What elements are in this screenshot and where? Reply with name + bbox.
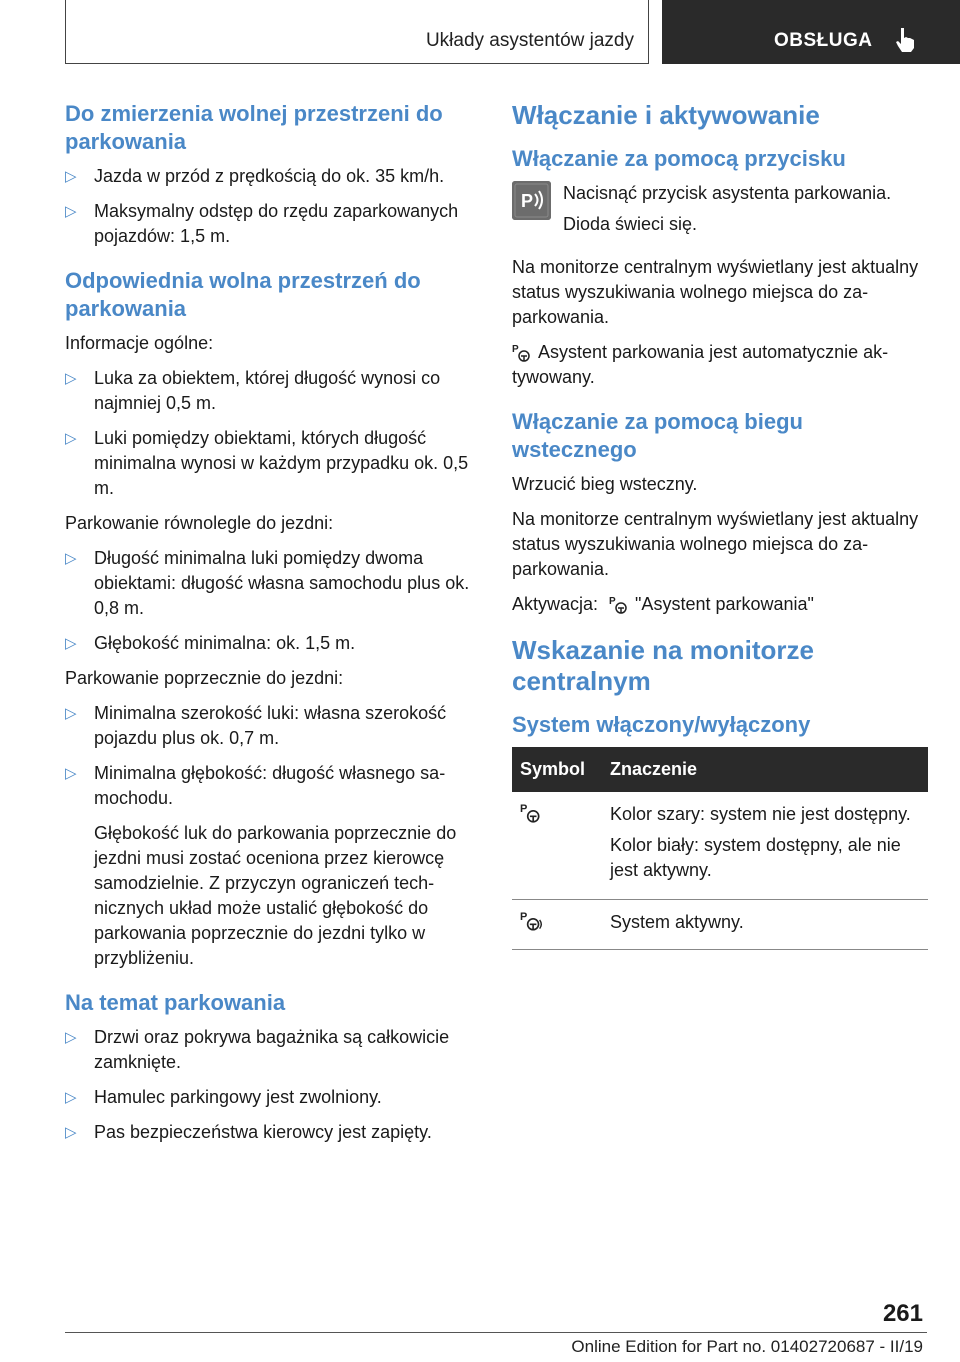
list-item: ▷ Głębokość minimalna: ok. 1,5 m.	[65, 631, 480, 656]
triangle-bullet-icon: ▷	[65, 430, 77, 447]
list-item: ▷ Jazda w przód z prędkością do ok. 35 km/h.	[65, 164, 480, 189]
meaning-white: Kolor biały: system dostępny, ale nie jest aktywny.	[610, 835, 901, 880]
svg-text:P: P	[521, 191, 534, 211]
paragraph-activation: Aktywacja: P "Asystent parkowania"	[512, 594, 814, 614]
table-header-symbol: Symbol	[512, 747, 602, 792]
triangle-bullet-icon: ▷	[65, 705, 77, 722]
header-section-box	[65, 0, 649, 64]
symbol-table	[512, 747, 928, 950]
perpendicular-label: Parkowanie poprzecznie do jezdni:	[65, 668, 344, 688]
paragraph-reverse: Wrzucić bieg wsteczny.	[512, 474, 698, 494]
triangle-bullet-icon: ▷	[65, 168, 77, 185]
perpendicular-note: Głębokość luk do parkowania poprzecznie do jezdni musi zostać oceniona przez kierowcę samodzielnie. Z przyczyn ograniczeń technicznych układ może ustalić głębokość do parkowania poprzecznie do jezdni tylko w przybliżeniu.	[94, 823, 457, 968]
page-number: 261	[882, 1300, 923, 1327]
list-item: ▷ Maksymalny odstęp do rzędu zaparkowanych pojazdów: 1,5 m.	[65, 201, 459, 246]
table-header-meaning: Znaczenie	[602, 747, 928, 792]
hand-pointer-icon	[893, 26, 919, 54]
triangle-bullet-icon: ▷	[65, 203, 77, 220]
edition-note: Online Edition for Part no. 01402720687 - II/19	[571, 1337, 923, 1356]
parking-assistant-active-icon	[520, 910, 544, 932]
heading-parking: Na temat parkowania	[65, 990, 286, 1015]
list-item: ▷ Luka za obiektem, której długość wynosi co najmniej 0,5 m.	[65, 368, 441, 413]
list-measure	[65, 164, 480, 249]
parallel-label: Parkowanie równolegle do jezdni:	[65, 513, 334, 533]
svg-text:P: P	[609, 596, 616, 608]
list-item: ▷ Hamulec parkingowy jest zwolniony.	[65, 1085, 480, 1110]
heading-space: Odpowiednia wolna przestrzeń do parkowania	[65, 268, 421, 321]
button-instruction-1: Nacisnąć przycisk asystenta parkowania.	[563, 183, 892, 203]
footer-divider	[65, 1332, 927, 1333]
heading-monitor: Wskazanie na monitorze centralnym	[512, 635, 814, 696]
table-row	[512, 792, 928, 900]
list-parallel	[65, 546, 480, 656]
list-item: ▷ Pas bezpieczeństwa kierowcy jest zapięty.	[65, 1120, 480, 1145]
meaning-grey: Kolor szary: system nie jest dostępny.	[610, 804, 911, 824]
svg-text:P: P	[520, 910, 528, 923]
right-column	[512, 100, 930, 950]
list-perpendicular	[65, 701, 480, 971]
list-general	[65, 366, 480, 501]
list-item: ▷ Luki pomiędzy obiektami, których długość minimalna wynosi w każdym przypadku ok. 0,5 m.	[65, 428, 469, 498]
general-info-label: Informacje ogólne:	[65, 333, 214, 353]
heading-system-onoff: System włączony/wyłączony	[512, 712, 811, 737]
button-instruction	[512, 181, 930, 243]
list-item: ▷ Minimalna szerokość luki: własna szerokość pojazdu plus ok. 0,7 m.	[65, 703, 447, 748]
list-item: ▷ Minimalna głębokość: długość własnego samochodu. Głębokość luk do parkowania poprzecznie do jezdni musi zostać oceniona przez kierowcę samodzielnie. Z przyczyn ograniczeń technicznych układ może ustalić głębokość do parkowania poprzecznie do jezdni tylko w przybliżeniu.	[65, 761, 480, 971]
svg-text:P: P	[520, 802, 528, 815]
svg-text:P: P	[512, 344, 519, 356]
parking-assistant-icon	[520, 802, 542, 824]
triangle-bullet-icon: ▷	[65, 765, 77, 782]
button-instruction-2: Dioda świeci się.	[563, 214, 698, 234]
left-column	[65, 100, 480, 1155]
parking-assistant-button-icon	[512, 181, 551, 220]
section-title: Układy asystentów jazdy	[425, 30, 634, 51]
triangle-bullet-icon: ▷	[65, 1029, 77, 1046]
paragraph-status-2: Na monitorze centralnym wyświetlany jest aktualny status wyszukiwania wolnego miejsca do zaparkowania.	[512, 509, 919, 579]
list-item: ▷ Długość minimalna luki pomiędzy dwoma obiektami: długość własna samochodu plus ok. 0,8 m.	[65, 548, 470, 618]
table-row	[512, 900, 928, 950]
triangle-bullet-icon: ▷	[65, 1124, 77, 1141]
triangle-bullet-icon: ▷	[65, 550, 77, 567]
parking-assistant-icon	[512, 343, 532, 363]
triangle-bullet-icon: ▷	[65, 1089, 77, 1106]
list-parking	[65, 1025, 480, 1145]
paragraph-status-1: Na monitorze centralnym wyświetlany jest aktualny status wyszukiwania wolnego miejsca do zaparkowania.	[512, 257, 919, 327]
parking-assistant-icon	[609, 595, 629, 615]
heading-reverse: Włączanie za pomocą biegu wstecznego	[512, 409, 803, 462]
heading-measure: Do zmierzenia wolnej przestrzeni do parkowania	[65, 101, 443, 154]
triangle-bullet-icon: ▷	[65, 370, 77, 387]
heading-activation: Włączanie i aktywowanie	[512, 100, 820, 130]
meaning-active: System aktywny.	[602, 900, 928, 950]
paragraph-auto-activated: P Asystent parkowania jest automatycznie aktywowany.	[512, 342, 889, 387]
chapter-title: OBSŁUGA	[774, 30, 873, 51]
triangle-bullet-icon: ▷	[65, 635, 77, 652]
heading-button: Włączanie za pomocą przycisku	[512, 146, 846, 171]
list-item: ▷ Drzwi oraz pokrywa bagażnika są całkowicie zamknięte.	[65, 1027, 450, 1072]
